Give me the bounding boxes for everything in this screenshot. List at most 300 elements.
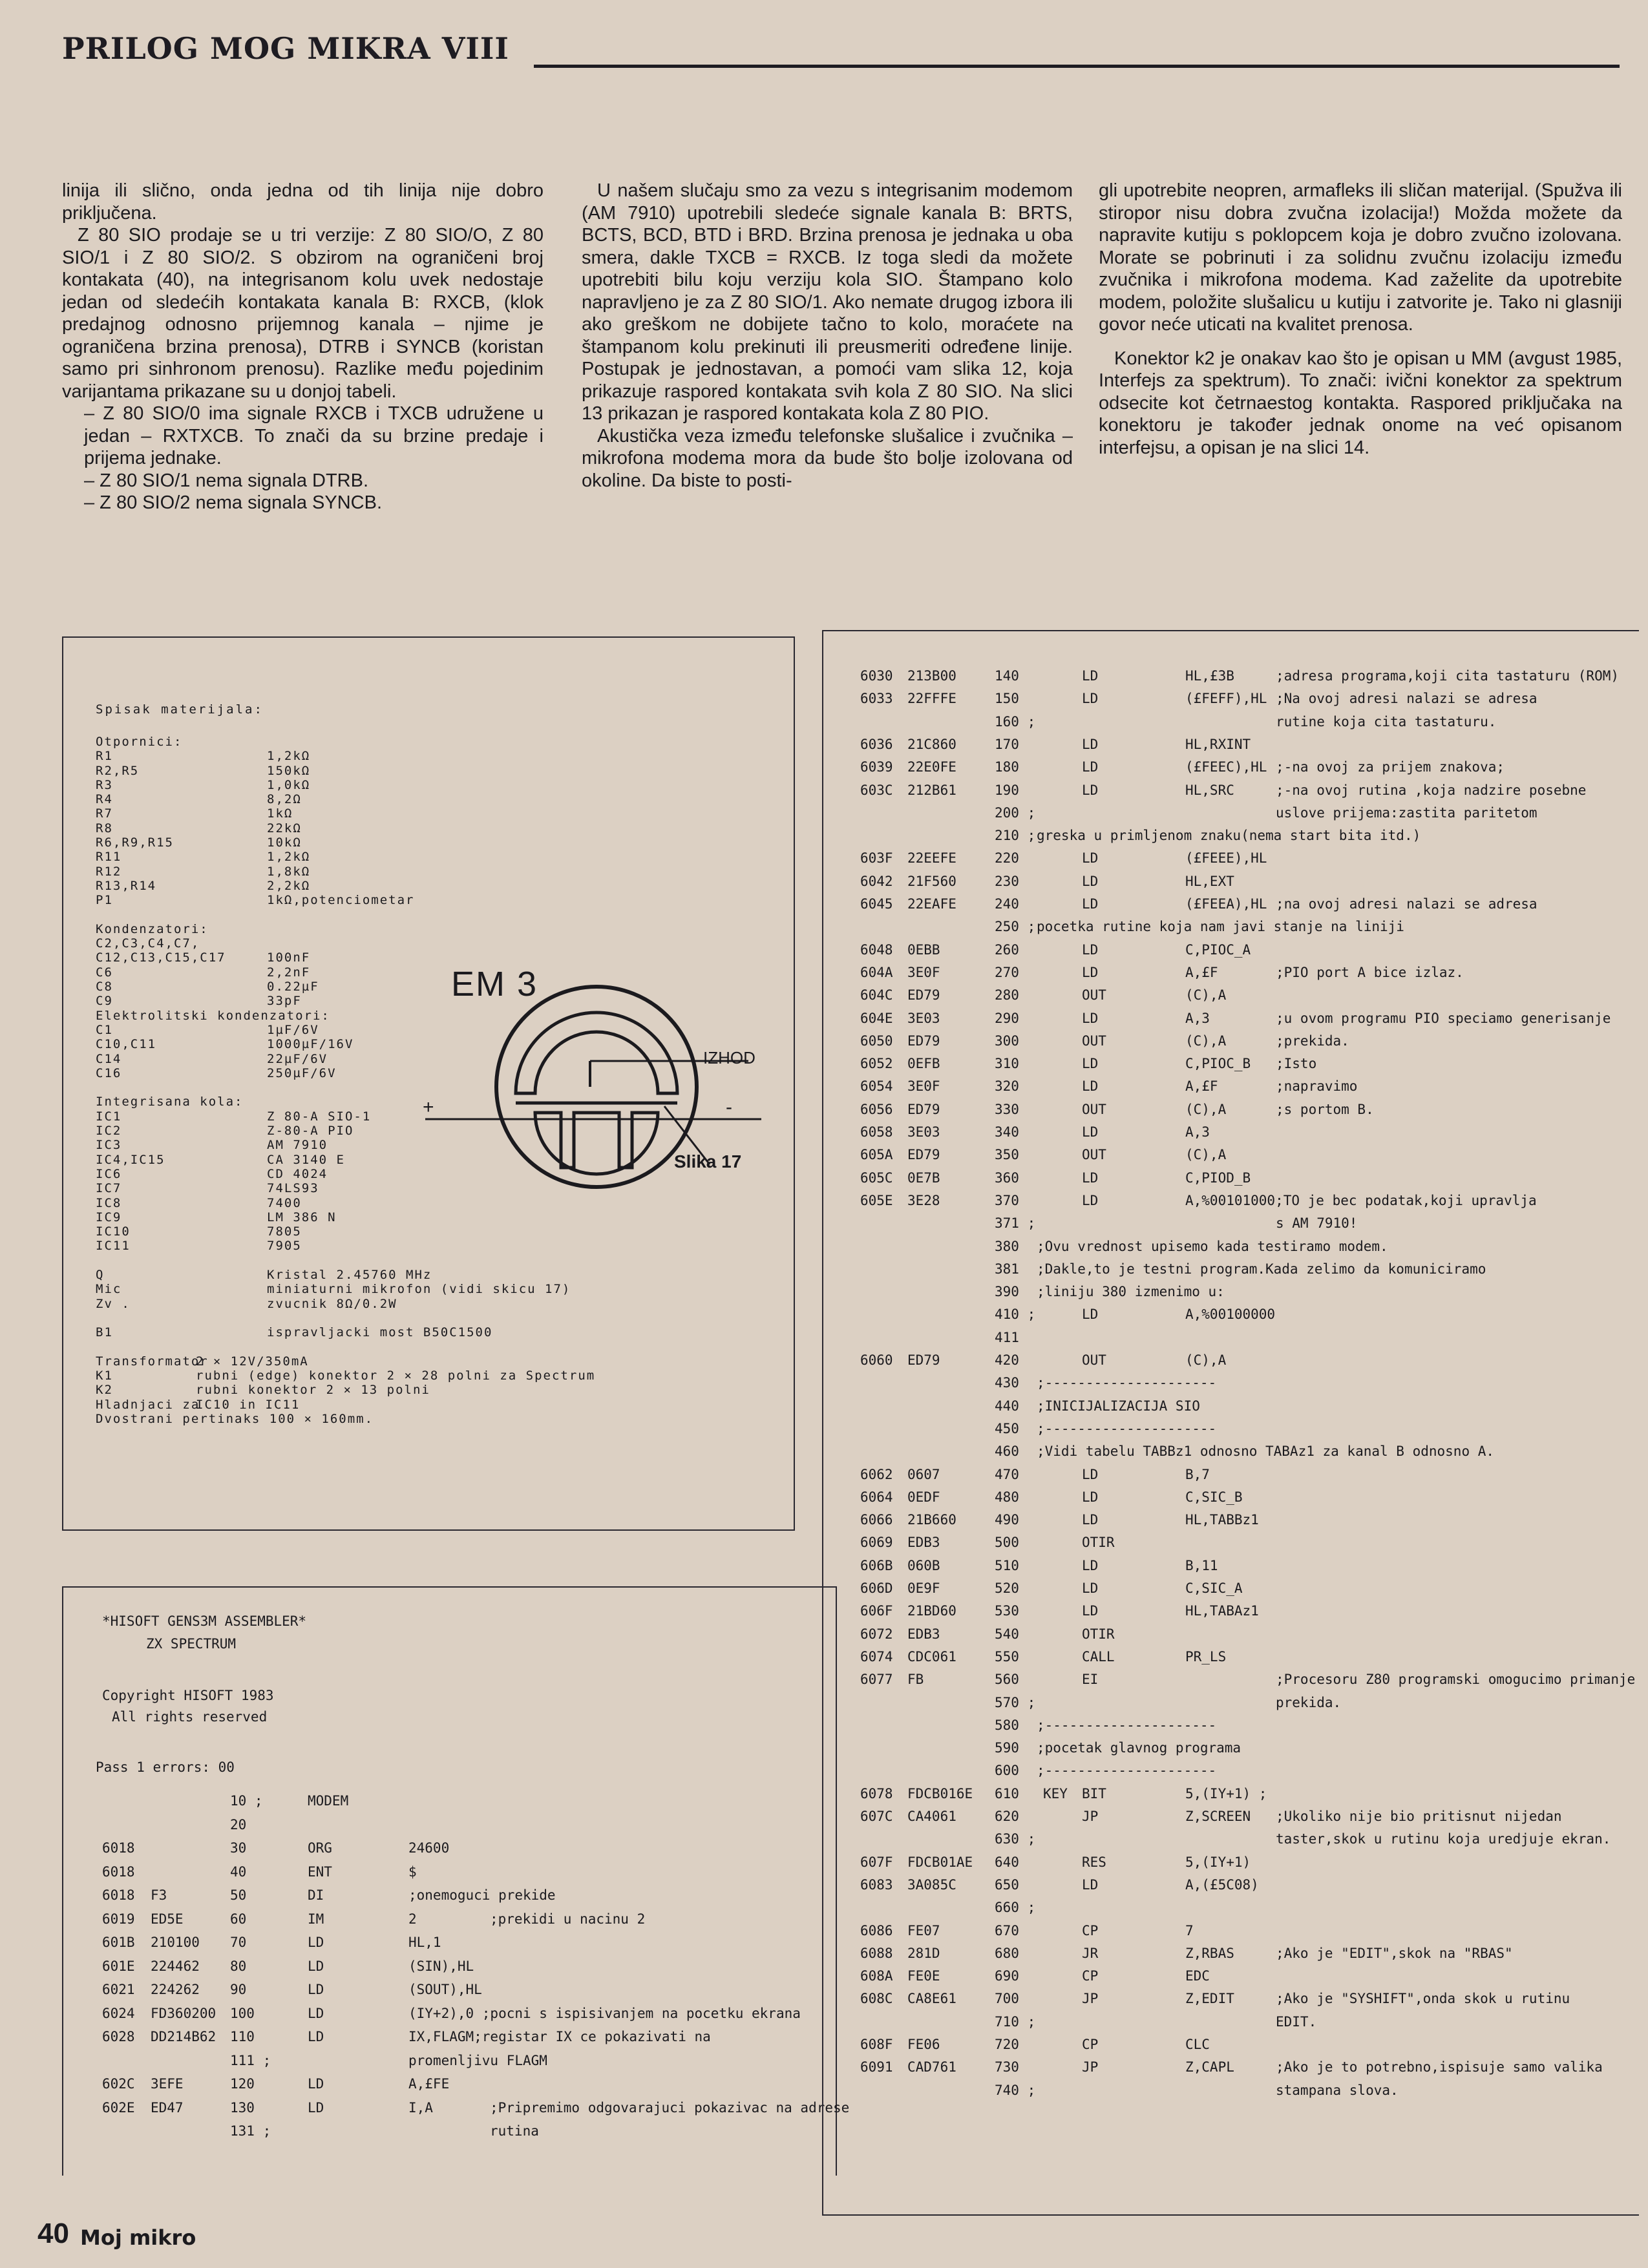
listing-operand: CLC [1185, 2037, 1210, 2052]
part-value: 7805 [267, 1224, 302, 1239]
listing-opcode: RES [1082, 1854, 1106, 1870]
listing-line-number: 30 [230, 1840, 247, 1856]
listing-rights: All rights reserved [112, 1709, 268, 1725]
parts-row [96, 1268, 742, 1282]
part-value: 1µF/6V [267, 1022, 319, 1037]
parts-row [96, 879, 742, 893]
listing-operand: 2 [408, 1911, 417, 1927]
listing-opcode: ENT [308, 1864, 332, 1880]
upper-arc-electrode [516, 1013, 677, 1093]
listing-row [823, 1239, 1639, 1261]
listing-hex: DD214B62 [151, 2029, 217, 2044]
part-label: IC6 [96, 1166, 122, 1181]
listing-line-number: 540 [995, 1626, 1019, 1642]
listing-operand: HL,RXINT [1185, 736, 1251, 752]
listing-operand: EDC [1185, 1968, 1210, 1984]
part-label: C2,C3,C4,C7, [96, 936, 200, 951]
part-label: C1 [96, 1022, 113, 1037]
listing-hex: ED79 [907, 1147, 940, 1163]
listing-row [823, 2014, 1639, 2036]
listing-operand: A,3 [1185, 1010, 1210, 1026]
listing-line-number: 100 [230, 2005, 255, 2021]
listing-opcode: LD [308, 2099, 324, 2116]
listing-addr: 603F [860, 850, 893, 866]
listing-hex: 0EFB [907, 1056, 940, 1072]
listing-hex: 212B61 [907, 782, 956, 798]
part-label: R12 [96, 864, 122, 879]
listing-hex: 22EEFE [907, 850, 956, 866]
listing-row [823, 1512, 1639, 1534]
part-label: IC11 [96, 1239, 131, 1254]
listing-opcode: OUT [1082, 1101, 1106, 1117]
parts-row [96, 1282, 742, 1296]
listing-row [63, 2123, 836, 2145]
listing-line-number: 70 [230, 1935, 247, 1950]
outer-ring [496, 987, 697, 1187]
listing-line-number: 460 [995, 1444, 1019, 1460]
listing-comment: ;prekidi u nacinu 2 [490, 1911, 646, 1927]
listing-row [823, 2059, 1639, 2081]
listing-operand: 5,(IY+1) ; [1185, 1785, 1267, 1801]
page-header [62, 31, 1620, 76]
listing-comment: ;pocetak glavnog programa [1037, 1740, 1241, 1756]
part-value: 1kΩ [267, 806, 293, 821]
listing-hex: ED5E [151, 1911, 184, 1927]
part-value: 22kΩ [267, 821, 302, 835]
part-value: 1,2kΩ [267, 749, 311, 764]
listing-row [823, 896, 1639, 918]
listing-row [823, 874, 1639, 896]
listing-row [823, 1831, 1639, 1853]
parts-row [96, 1412, 742, 1426]
listing-row [63, 1958, 836, 1980]
part-value: 33pF [267, 994, 302, 1009]
text-column-1 [62, 180, 544, 514]
listing-comment: ;s portom B. [1276, 1101, 1374, 1117]
assembler-listing-1 [62, 1586, 850, 2176]
listing-hex: CA8E61 [907, 1991, 956, 2007]
listing-opcode: MODEM [308, 1793, 349, 1809]
listing-row [823, 1330, 1639, 1352]
listing-operand: IX,FLAGM;registar IX ce pokazivati na [408, 2029, 711, 2044]
listing-addr: 6050 [860, 1033, 893, 1049]
listing-hex: 3E0F [907, 1078, 940, 1095]
listing-line-number: 650 [995, 1876, 1019, 1893]
part-value: miniaturni mikrofon (vidi skicu 17) [267, 1282, 571, 1297]
part-value: 2 × 12V/350mA [196, 1354, 309, 1369]
assembler-listing-2 [822, 630, 1639, 2216]
listing-hex: 224462 [151, 1958, 200, 1974]
listing-hex: ED47 [151, 2099, 184, 2116]
listing-addr: 6024 [102, 2005, 135, 2021]
listing-row [823, 965, 1639, 987]
part-label: R3 [96, 777, 113, 792]
listing-line-number: 150 [995, 691, 1019, 707]
part-value: 7905 [267, 1239, 302, 1254]
listing-addr: 604A [860, 964, 893, 980]
listing-operand: C,PIOC_A [1185, 941, 1251, 958]
listing-opcode: LD [308, 1982, 324, 1997]
listing-comment: ;na ovoj adresi nalazi se adresa [1276, 896, 1537, 912]
parts-row [96, 764, 742, 778]
listing-hex: 060B [907, 1557, 940, 1573]
listing-line-number: 131 ; [230, 2123, 271, 2139]
listing-addr: 6091 [860, 2059, 893, 2075]
listing-row [823, 1375, 1639, 1397]
listing-comment: ;--------------------- [1037, 1717, 1217, 1733]
part-label: R2,R5 [96, 763, 140, 778]
listing-line-number: 80 [230, 1958, 247, 1974]
listing-comment: taster,skok u rutinu koja uredjuje ekran. [1276, 1831, 1611, 1847]
listing-row [823, 1809, 1639, 1831]
listing-addr: 6030 [860, 668, 893, 684]
listing-line-number: 380 [995, 1238, 1019, 1254]
listing-comment: ;INICIJALIZACIJA SIO [1037, 1398, 1200, 1414]
listing-operand: $ [408, 1864, 417, 1880]
parts-row [96, 1239, 742, 1253]
listing-comment: EDIT. [1276, 2013, 1317, 2030]
listing-addr: 6033 [860, 691, 893, 707]
listing-line-number: 290 [995, 1010, 1019, 1026]
listing-addr: 601E [102, 1958, 135, 1974]
part-label: IC10 [96, 1224, 131, 1239]
listing-opcode: CP [1082, 1968, 1099, 1984]
part-value: rubni (edge) konektor 2 × 28 polni za Spectrum [196, 1369, 596, 1383]
listing-row [823, 1467, 1639, 1489]
listing-comment: ;u ovom programu PIO speciamo generisanje [1276, 1010, 1611, 1026]
part-label: Kondenzatori: [96, 921, 209, 936]
listing-line-number: 350 [995, 1147, 1019, 1163]
listing-opcode: BIT [1082, 1785, 1106, 1801]
listing-addr: 6056 [860, 1101, 893, 1117]
listing-row [63, 1911, 836, 1933]
parts-row [96, 821, 742, 835]
part-label: R13,R14 [96, 878, 157, 893]
part-label: Hladnjaci za [96, 1397, 200, 1412]
part-value: ispravljacki most B50C1500 [267, 1325, 493, 1340]
page-title: PRILOG MOG MIKRA VIII [62, 31, 509, 66]
listing-line-number: 640 [995, 1854, 1019, 1870]
listing-opcode: LD [308, 2029, 324, 2044]
listing-row [823, 2037, 1639, 2059]
listing-row [823, 1649, 1639, 1671]
listing-opcode: LD [308, 2076, 324, 2092]
listing-row [823, 1215, 1639, 1237]
part-label: C10,C11 [96, 1037, 157, 1052]
listing-line-number: 300 [995, 1033, 1019, 1049]
listing-hex: FD360200 [151, 2005, 217, 2021]
listing-operand: Z,CAPL [1185, 2059, 1234, 2075]
listing-comment: ;adresa programa,koji cita tastaturu (ROM) [1276, 668, 1620, 684]
listing-row [823, 1193, 1639, 1215]
listing-addr: 6086 [860, 1922, 893, 1938]
listing-line-number: 480 [995, 1489, 1019, 1505]
listing-opcode: LD [308, 1958, 324, 1974]
listing-operand: (£FEFF),HL [1185, 691, 1267, 707]
listing-addr: 6018 [102, 1887, 135, 1903]
part-label: Dvostrani pertinaks 100 × 160mm. [96, 1411, 374, 1426]
listing-opcode: OUT [1082, 987, 1106, 1003]
text-column-3 [1099, 180, 1622, 459]
part-label: R6,R9,R15 [96, 835, 174, 850]
listing-comment: ;Pripremimo odgovarajuci pokazivac na adrese [490, 2099, 850, 2116]
listing-comment: ;PIO port A bice izlaz. [1276, 964, 1464, 980]
listing-line-number: 510 [995, 1557, 1019, 1573]
listing-addr: 608C [860, 1991, 893, 2007]
listing-line-number: 440 [995, 1398, 1019, 1414]
listing-row [823, 1421, 1639, 1443]
part-value: 2,2nF [267, 965, 311, 980]
listing-hex: FDCB01AE [907, 1854, 973, 1870]
listing-addr: 6021 [102, 1982, 135, 1997]
listing-opcode: LD [1082, 1512, 1099, 1528]
listing-comment: prekida. [1276, 1694, 1342, 1710]
listing-line-number: 550 [995, 1648, 1019, 1664]
listing-line-number: 50 [230, 1887, 247, 1903]
listing-hex: 3E0F [907, 964, 940, 980]
listing-operand: (C),A [1185, 987, 1227, 1003]
listing-opcode: LD [1082, 1078, 1099, 1095]
listing-row [823, 1717, 1639, 1739]
listing-row [823, 1398, 1639, 1420]
part-value: zvucnik 8Ω/0.2W [267, 1296, 397, 1311]
listing-operand: I,A [408, 2099, 433, 2116]
listing-operand: HL,TABBz1 [1185, 1512, 1259, 1528]
listing-opcode: JR [1082, 1945, 1099, 1961]
listing-hex: 213B00 [907, 668, 956, 684]
parts-row [96, 1398, 742, 1412]
part-value: Z 80-A SIO-1 [267, 1109, 372, 1124]
parts-row [96, 1210, 742, 1224]
listing-line-number: 670 [995, 1922, 1019, 1938]
listing-row [823, 759, 1639, 781]
part-value: LM 386 N [267, 1210, 337, 1224]
listing-line-number: 420 [995, 1352, 1019, 1368]
part-value: 8,2Ω [267, 792, 302, 807]
part-value: 74LS93 [267, 1181, 319, 1196]
listing-hex: 0EDF [907, 1489, 940, 1505]
listing-comment: ;--------------------- [1037, 1375, 1217, 1391]
listing-hex: 281D [907, 1945, 940, 1961]
listing-comment: rutina [490, 2123, 539, 2139]
listing-operand: HL,SRC [1185, 782, 1234, 798]
listing-comment: uslove prijema:zastita paritetom [1276, 804, 1537, 821]
paragraph: Z 80 SIO prodaje se u tri verzije: Z 80 SIO/O, Z 80 SIO/1 i Z 80 SIO/2. S obzirom na ograničeni broj kontakata (40), na integrisanom kolu uvek nedostaje jedan od sledećih kontakata kanala B: RXCB, (klok predajnog odnosno prijemnog kanala – njime je ograničena brzina prenosa), DTRB i SYNCB (koristan samo pri sinhronom prenosu). Razlike među pojedinim varijantama prikazane su u donjoj tabeli. [62, 225, 544, 402]
listing-comment: ;liniju 380 izmenimo u: [1037, 1284, 1225, 1300]
listing-row [823, 1011, 1639, 1033]
listing-line-number: 630 ; [995, 1831, 1036, 1847]
listing-row [63, 1935, 836, 1957]
listing-line-number: 660 ; [995, 1900, 1036, 1916]
part-label: C16 [96, 1066, 122, 1080]
listing-line-number: 490 [995, 1512, 1019, 1528]
listing-operand: Z,RBAS [1185, 1945, 1234, 1961]
listing-row [63, 2053, 836, 2075]
listing-row [823, 1535, 1639, 1557]
listing-row [823, 1695, 1639, 1717]
part-label: R4 [96, 792, 113, 807]
listing-operand: A,£F [1185, 964, 1218, 980]
listing-comment: ;--------------------- [1037, 1420, 1217, 1436]
listing-addr: 606D [860, 1580, 893, 1596]
listing-comment: greska u primljenom znaku(nema start bita itd.) [1037, 828, 1421, 844]
paragraph: – Z 80 SIO/0 ima signale RXCB i TXCB udružene u jedan – RXTXCB. To znači da su brzine predaje i prijema jednake. [84, 403, 544, 468]
listing-row [823, 1900, 1639, 1922]
listing-hex: 0E9F [907, 1580, 940, 1596]
parts-row [96, 1339, 742, 1354]
listing-addr: 605E [860, 1192, 893, 1208]
part-label: C8 [96, 980, 113, 994]
listing-hex: EDB3 [907, 1626, 940, 1642]
listing-line-number: 500 [995, 1535, 1019, 1551]
listing-comment: ;-na ovoj za prijem znakova; [1276, 759, 1505, 775]
listing-operand: A,%00100000 [1185, 1307, 1276, 1323]
listing-banner-sub: ZX SPECTRUM [146, 1636, 237, 1652]
parts-row [96, 922, 742, 936]
listing-row [63, 1840, 836, 1862]
listing-opcode: JP [1082, 1809, 1099, 1824]
listing-row [823, 1558, 1639, 1580]
listing-row [823, 1968, 1639, 1990]
paragraph: Konektor k2 je onakav kao što je opisan u MM (avgust 1985, Interfejs za spektrum). To znači: ivični konektor za spektrum odsecite kot četrnaestog kontakta. Raspored priključaka na konektoru je također jednak onome na već opisanom interfejsu, a opisan je na slici 14. [1099, 348, 1622, 458]
parts-row [96, 850, 742, 864]
listing-comment: ;Ako je "SYSHIFT",onda skok u rutinu [1276, 1991, 1570, 2007]
listing-hex: 224262 [151, 1982, 200, 1997]
listing-comment: pocetka rutine koja nam javi stanje na liniji [1037, 919, 1404, 935]
part-label: C6 [96, 965, 113, 980]
part-value: IC10 in IC11 [196, 1397, 301, 1412]
listing-row [63, 2076, 836, 2098]
listing-operand: promenljivu FLAGM [408, 2052, 547, 2068]
listing-line-number: 520 [995, 1580, 1019, 1596]
listing-hex: 22E0FE [907, 759, 956, 775]
minus-terminal: - [726, 1097, 732, 1118]
listing-addr: 603C [860, 782, 893, 798]
listing-addr: 602E [102, 2099, 135, 2116]
parts-row [96, 778, 742, 792]
listing-line-number: 220 [995, 850, 1019, 866]
listing-addr: 602C [102, 2076, 135, 2092]
parts-row [96, 835, 742, 850]
listing-opcode: OTIR [1082, 1535, 1115, 1551]
listing-hex: FE07 [907, 1922, 940, 1938]
listing-line-number: 330 [995, 1101, 1019, 1117]
listing-addr: 605A [860, 1147, 893, 1163]
listing-operand: (£FEEC),HL [1185, 759, 1267, 775]
listing-addr: 6048 [860, 941, 893, 958]
parts-row [96, 735, 742, 749]
listing-comment: rutine koja cita tastaturu. [1276, 713, 1497, 730]
parts-row [96, 936, 742, 950]
parts-row [96, 1297, 742, 1311]
listing-opcode: OTIR [1082, 1626, 1115, 1642]
listing-hex: 0EBB [907, 941, 940, 958]
part-value: 1,2kΩ [267, 850, 311, 865]
listing-comment: ;Procesoru Z80 programski omogucimo primanje [1276, 1672, 1636, 1688]
part-label: Zv . [96, 1296, 131, 1311]
listing-line-number: 111 ; [230, 2052, 271, 2068]
listing-opcode: LD [1082, 1124, 1099, 1140]
listing-hex: 21C860 [907, 736, 956, 752]
parts-row [96, 1325, 742, 1339]
part-label: K1 [96, 1369, 113, 1383]
listing-comment: ;--------------------- [1037, 1763, 1217, 1779]
part-value: 1000µF/16V [267, 1037, 354, 1052]
listing-addr: 6018 [102, 1864, 135, 1880]
listing-comment: ;Isto [1276, 1056, 1317, 1072]
parts-row [96, 1383, 742, 1397]
listing-opcode: LD [1082, 1056, 1099, 1072]
listing-comment: ;prekida. [1276, 1033, 1349, 1049]
listing-hex: 3E03 [907, 1010, 940, 1026]
listing-line-number: 381 [995, 1261, 1019, 1277]
listing-line-number: 610 [995, 1785, 1019, 1801]
listing-line-number: 60 [230, 1911, 247, 1927]
part-value: 7400 [267, 1195, 302, 1210]
listing-row [823, 1056, 1639, 1078]
listing-opcode: ORG [308, 1840, 332, 1856]
part-value: 1,8kΩ [267, 864, 311, 879]
part-label: Mic [96, 1282, 122, 1297]
listing-hex: 0607 [907, 1466, 940, 1482]
parts-row [96, 893, 742, 907]
part-value: 150kΩ [267, 763, 311, 778]
listing-opcode: LD [1082, 1010, 1099, 1026]
part-label: R11 [96, 850, 122, 865]
parts-list-title: Spisak materijala: [96, 702, 264, 717]
part-label: B1 [96, 1325, 113, 1340]
part-label: IC1 [96, 1109, 122, 1124]
listing-opcode: LD [308, 1935, 324, 1950]
listing-operand: Z,EDIT [1185, 1991, 1234, 2007]
listing-row [63, 1793, 836, 1815]
listing-operand: (C),A [1185, 1352, 1227, 1368]
listing-row [63, 1887, 836, 1909]
listing-row [823, 828, 1639, 850]
listing-operand: 24600 [408, 1840, 450, 1856]
listing-line-number: 210 ; [995, 828, 1036, 844]
part-value: CD 4024 [267, 1166, 328, 1181]
part-value: 0.22µF [267, 980, 319, 994]
listing-hex: 3E28 [907, 1192, 940, 1208]
listing-hex: ED79 [907, 987, 940, 1003]
listing-addr: 6042 [860, 873, 893, 889]
listing-hex: 3A085C [907, 1876, 956, 1893]
listing-addr: 6019 [102, 1911, 135, 1927]
listing-addr: 6058 [860, 1124, 893, 1140]
listing-opcode: LD [1082, 941, 1099, 958]
listing-opcode: CP [1082, 2037, 1099, 2052]
listing-line-number: 730 [995, 2059, 1019, 2075]
listing-hex: 21BD60 [907, 1603, 956, 1619]
listing-line-number: 270 [995, 964, 1019, 980]
listing-addr: 608F [860, 2037, 893, 2052]
part-label: IC9 [96, 1210, 122, 1224]
listing-row [823, 1991, 1639, 2013]
part-label: R8 [96, 821, 113, 835]
listing-operand: A,%00101000;TO je bec podatak,koji upravlja [1185, 1192, 1537, 1208]
listing-comment: ;Ukoliko nije bio pritisnut nijedan [1276, 1809, 1562, 1824]
listing-addr: 6018 [102, 1840, 135, 1856]
listing-operand: A,3 [1185, 1124, 1210, 1140]
part-label: C14 [96, 1051, 122, 1066]
listing-hex: FB [907, 1672, 924, 1688]
header-rule [534, 65, 1620, 68]
listing-line-number: 140 [995, 668, 1019, 684]
listing-line-number: 190 [995, 782, 1019, 798]
listing-row [823, 1580, 1639, 1602]
listing-line-number: 160 ; [995, 713, 1036, 730]
